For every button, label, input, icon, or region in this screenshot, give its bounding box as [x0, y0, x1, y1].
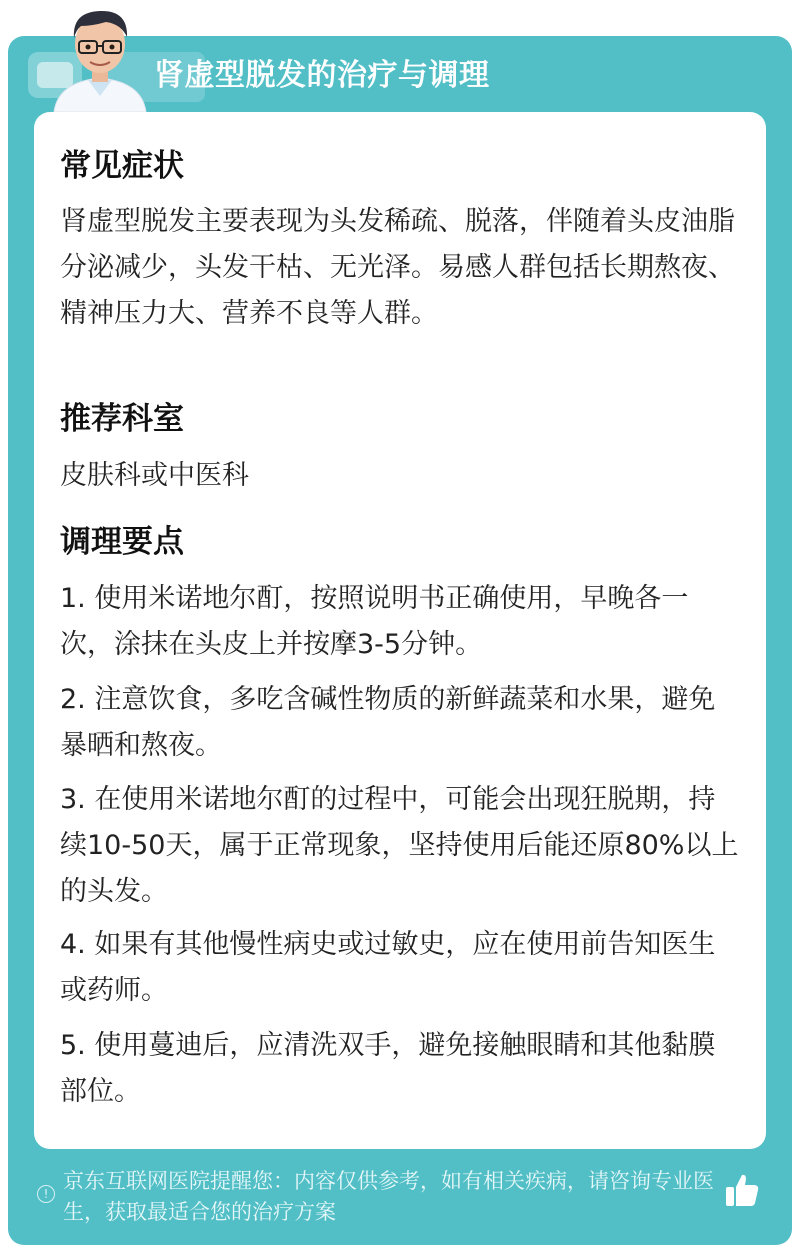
section-title-care: 调理要点 — [60, 524, 184, 560]
department-text: 皮肤科或中医科 — [60, 460, 249, 491]
disclaimer-text: 京东互联网医院提醒您：内容仅供参考，如有相关疾病，请咨询专业医生，获取最适合您的治疗方案 — [63, 1169, 714, 1224]
care-item-5: 5. 使用蔓迪后，应清洗双手，避免接触眼睛和其他黏膜部位。 — [60, 1030, 716, 1107]
care-item-4: 4. 如果有其他慢性病史或过敏史，应在使用前告知医生或药师。 — [60, 929, 716, 1006]
section-title-department: 推荐科室 — [60, 401, 184, 437]
care-item-2: 2. 注意饮食，多吃含碱性物质的新鲜蔬菜和水果，避免暴晒和熬夜。 — [60, 684, 716, 761]
thumbs-up-icon[interactable] — [725, 1172, 759, 1208]
symptoms-text: 肾虚型脱发主要表现为头发稀疏、脱落，伴随着头皮油脂分泌减少，头发干枯、无光泽。易感人群包括长期熬夜、精神压力大、营养不良等人群。 — [60, 206, 735, 329]
doctor-avatar — [48, 4, 152, 112]
care-item-3: 3. 在使用米诺地尔酊的过程中，可能会出现狂脱期，持续10-50天，属于正常现象，坚持使用后能还原80%以上的头发。 — [60, 784, 739, 907]
page-title: 肾虚型脱发的治疗与调理 — [154, 58, 490, 93]
info-icon: ! — [37, 1185, 55, 1203]
section-title-symptoms: 常见症状 — [60, 148, 184, 184]
care-item-1: 1. 使用米诺地尔酊，按照说明书正确使用，早晚各一次，涂抹在头皮上并按摩3-5分钟。 — [60, 583, 689, 660]
